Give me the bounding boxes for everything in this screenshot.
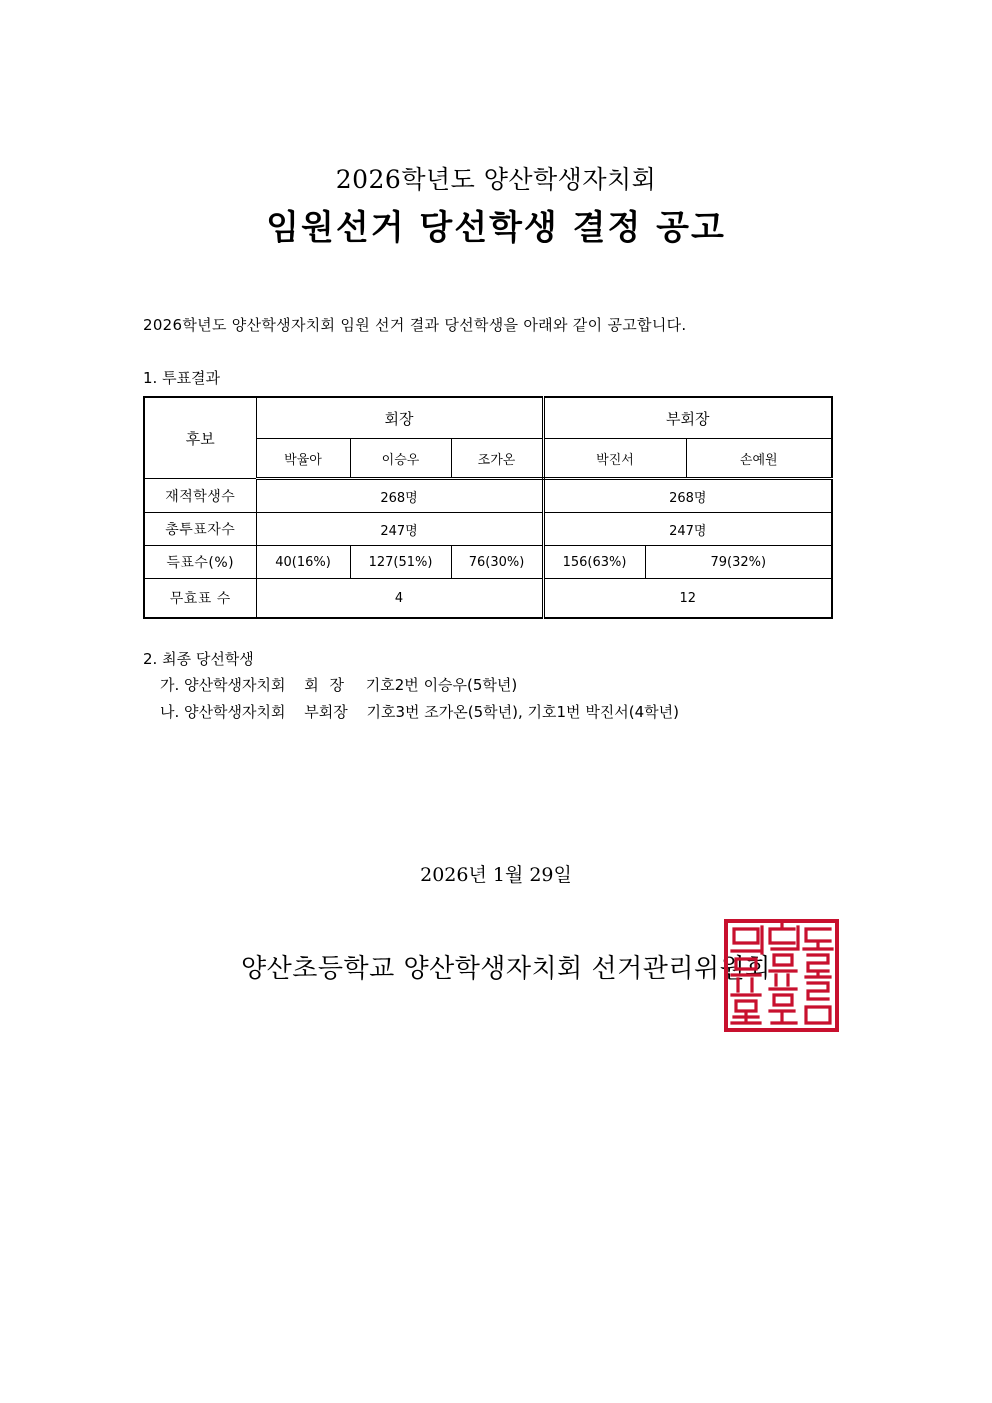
document-subtitle: 2026학년도 양산학생자치회 bbox=[335, 165, 657, 194]
row-label-votes: 득표수(%) bbox=[144, 546, 256, 579]
winner-role: 부회장 bbox=[304, 703, 348, 721]
enrolled-vice: 268명 bbox=[543, 479, 832, 513]
official-seal-icon bbox=[724, 919, 839, 1032]
vote-count: 79(32%) bbox=[645, 546, 832, 579]
winner-line-vice-president bbox=[160, 701, 679, 722]
winner-detail: 기호3번 조가온(5학년), 기호1번 박진서(4학년) bbox=[366, 703, 680, 721]
issuing-organization: 양산초등학교 양산학생자치회 선거관리위원회 bbox=[241, 954, 771, 984]
president-header: 회장 bbox=[256, 397, 543, 439]
row-label-enrolled: 재적학생수 bbox=[144, 479, 256, 513]
winner-role: 회 장 bbox=[304, 676, 347, 694]
candidate-name: 손예원 bbox=[686, 439, 832, 479]
candidate-name: 이승우 bbox=[350, 439, 451, 479]
vote-count: 40(16%) bbox=[256, 546, 350, 579]
row-label-voters: 총투표자수 bbox=[144, 513, 256, 546]
row-label-invalid: 무효표 수 bbox=[144, 579, 256, 619]
invalid-president: 4 bbox=[256, 579, 543, 619]
section-heading-final-winners: 2. 최종 당선학생 bbox=[143, 650, 254, 668]
vote-count: 156(63%) bbox=[543, 546, 645, 579]
candidate-name: 박진서 bbox=[543, 439, 686, 479]
invalid-vice: 12 bbox=[543, 579, 832, 619]
winner-prefix: 가. 양산학생자치회 bbox=[160, 676, 286, 694]
voters-president: 247명 bbox=[256, 513, 543, 546]
candidate-header: 후보 bbox=[144, 397, 256, 479]
vote-count: 127(51%) bbox=[350, 546, 451, 579]
intro-text: 2026학년도 양산학생자치회 임원 선거 결과 당선학생을 아래와 같이 공고합니다. bbox=[143, 316, 687, 334]
section-heading-vote-results: 1. 투표결과 bbox=[143, 369, 221, 387]
voters-vice: 247명 bbox=[543, 513, 832, 546]
vote-results-table bbox=[143, 396, 833, 619]
document-title: 임원선거 당선학생 결정 공고 bbox=[266, 208, 726, 248]
vice-president-header: 부회장 bbox=[543, 397, 832, 439]
announcement-date: 2026년 1월 29일 bbox=[420, 864, 572, 886]
vote-count: 76(30%) bbox=[451, 546, 543, 579]
candidate-name: 조가온 bbox=[451, 439, 543, 479]
enrolled-president: 268명 bbox=[256, 479, 543, 513]
winner-detail: 기호2번 이승우(5학년) bbox=[365, 676, 518, 694]
winner-line-president bbox=[160, 674, 517, 695]
candidate-name: 박율아 bbox=[256, 439, 350, 479]
winner-prefix: 나. 양산학생자치회 bbox=[160, 703, 286, 721]
